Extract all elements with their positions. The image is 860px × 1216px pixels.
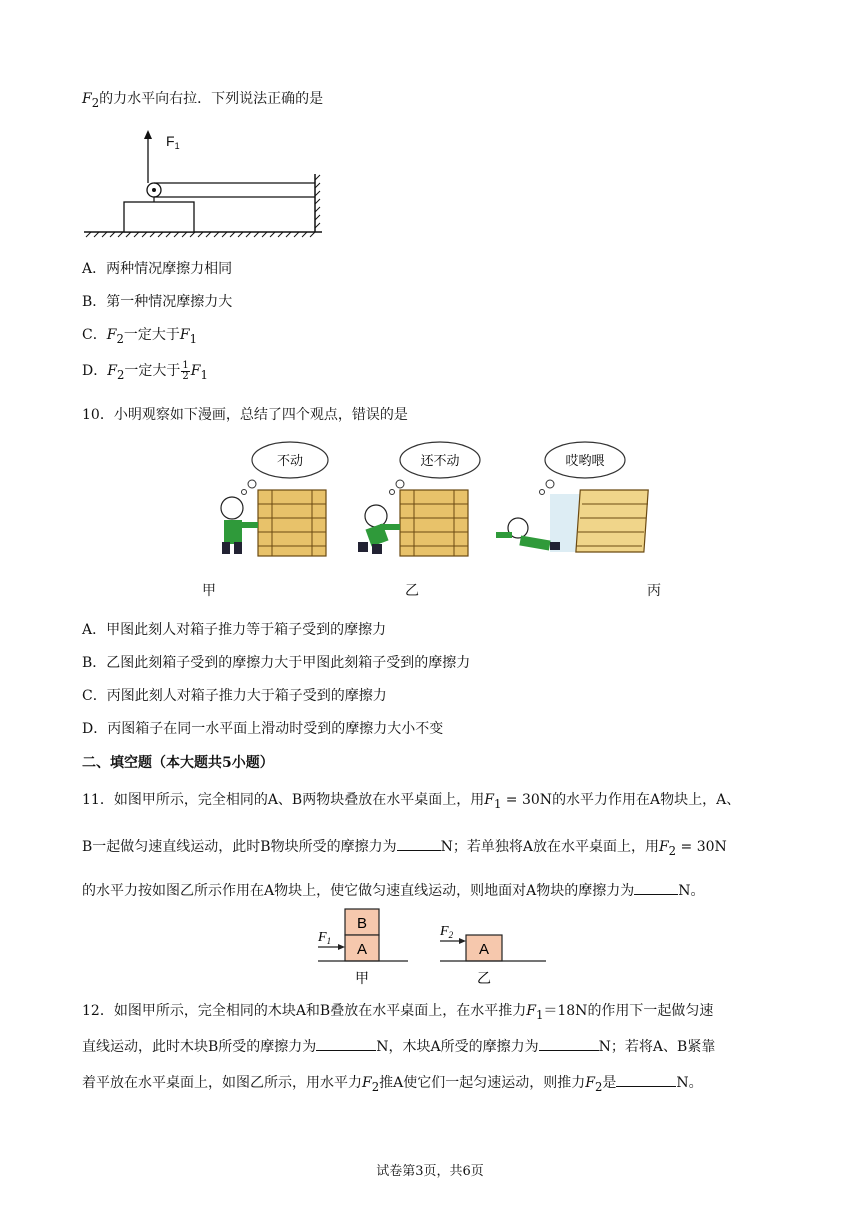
bubble-2-text: 还不动	[420, 454, 460, 469]
bubble-1-text: 不动	[276, 454, 304, 469]
question-11-line-1: 11．如图甲所示，完全相同的A、B两物块叠放在水平桌面上，用$F_1 = 30N$的水平力作用在A物块上，A、	[82, 792, 741, 811]
answer-blank[interactable]	[616, 1072, 676, 1087]
block-b-label: B	[356, 915, 368, 932]
option-10d: D．丙图箱子在同一水平面上滑动时受到的摩擦力大小不变	[82, 721, 444, 737]
question-11-line-3: 的水平力按如图乙所示作用在A物块上，使它做匀速直线运动，则地面对A物块的摩擦力为 N。	[82, 880, 704, 902]
comic-figure	[200, 436, 680, 566]
question-12-line-2: 直线运动，此时木块B所受的摩擦力为 N，木块A所受的摩擦力为 N；若将A、B紧靠	[82, 1036, 715, 1058]
caption-jia: 甲	[202, 583, 216, 599]
answer-blank[interactable]	[397, 836, 441, 851]
bubble-3-text: 哎哟喂	[565, 454, 605, 469]
option-10b: B．乙图此刻箱子受到的摩擦力大于甲图此刻箱子受到的摩擦力	[82, 655, 471, 671]
caption-bing: 丙	[647, 583, 661, 599]
caption-yi: 乙	[477, 971, 491, 987]
caption-jia: 甲	[355, 971, 369, 987]
force-label-f1: $F_1$	[166, 133, 180, 151]
answer-blank[interactable]	[316, 1036, 376, 1051]
option-9c: C．$F_2$一定大于$F_1$	[82, 327, 197, 346]
question-9-stem-tail: $F_2$的力水平向右拉．下列说法正确的是	[82, 91, 324, 110]
answer-blank[interactable]	[539, 1036, 599, 1051]
option-9b: B．第一种情况摩擦力大	[82, 294, 233, 310]
force-label-f1: $F_1$	[318, 930, 332, 946]
option-9d: D．$F_2$一定大于 $\frac{1}{2}$ $F_1$	[82, 359, 208, 382]
option-10a: A．甲图此刻人对箱子推力等于箱子受到的摩擦力	[82, 622, 387, 638]
pulley-figure	[82, 124, 327, 240]
fraction-one-half: $\frac{1}{2}$	[182, 359, 189, 382]
question-12-line-3: 着平放在水平桌面上，如图乙所示，用水平力$F_2$推A使它们一起匀速运动，则推力$F_2$是 N。	[82, 1072, 703, 1098]
answer-blank[interactable]	[634, 880, 678, 895]
option-9a: A．两种情况摩擦力相同	[82, 261, 233, 277]
section-2-heading: 二、填空题（本大题共5小题）	[82, 755, 274, 771]
question-12-line-1: 12．如图甲所示，完全相同的木块A和B叠放在水平桌面上，在水平推力$F_1=18N$的作用下一起做匀速	[82, 1003, 714, 1022]
block-a-label: A	[356, 941, 368, 958]
question-10-stem: 10．小明观察如下漫画，总结了四个观点，错误的是	[82, 407, 408, 423]
block-figure	[312, 905, 552, 987]
caption-yi: 乙	[405, 583, 419, 599]
question-11-line-2: B一起做匀速直线运动，此时B物块所受的摩擦力为 N；若单独将A放在水平桌面上，用$F_2 = 30N$	[82, 836, 727, 862]
page-footer: 试卷第3页，共6页	[376, 1164, 484, 1179]
block-a-label: A	[478, 941, 490, 958]
force-label-f2: $F_2$	[440, 924, 454, 940]
option-10c: C．丙图此刻人对箱子推力大于箱子受到的摩擦力	[82, 688, 387, 704]
